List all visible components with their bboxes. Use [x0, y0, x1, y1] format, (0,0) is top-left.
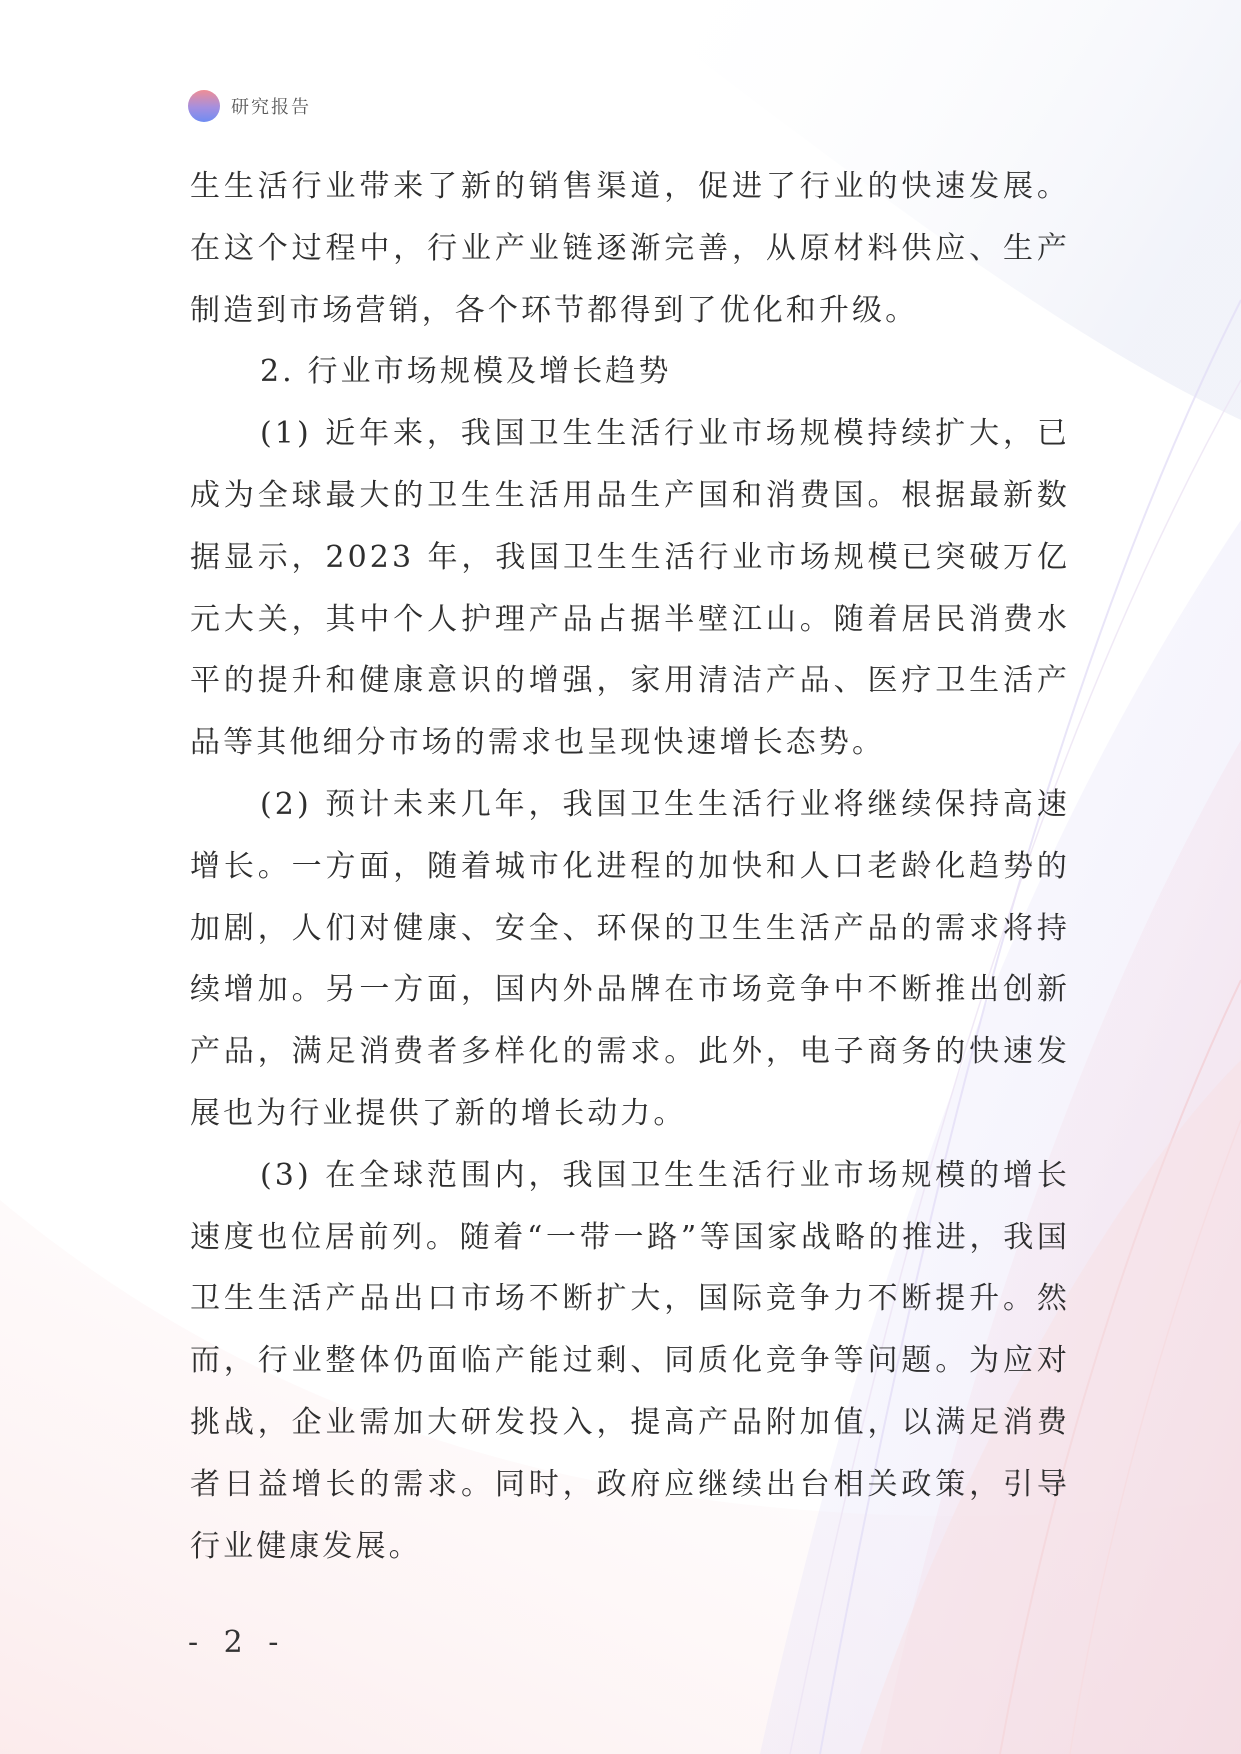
page-header: [188, 89, 311, 123]
page-number: - 2 -: [188, 1625, 287, 1660]
header-label: 研究报告: [231, 97, 311, 118]
paragraph-1: (1) 近年来，我国卫生生活行业市场规模持续扩大，已成为全球最大的卫生生活用品生产国和消费国。根据最新数据显示，2023 年，我国卫生生活行业市场规模已突破万亿元大关，其中个人护理产品占据半壁江山。随着居民消费水平的提升和健康意识的增强，家用清洁产品、医疗卫生活产品等其他细分市场的需求也呈现快速增长态势。: [190, 416, 1070, 761]
logo-circle-icon: [188, 90, 220, 122]
paragraph-3: (3) 在全球范围内，我国卫生生活行业市场规模的增长速度也位居前列。随着“一带一路”等国家战略的推进，我国卫生生活产品出口市场不断扩大，国际竞争力不断提升。然而，行业整体仍面临产能过剩、同质化竞争等问题。为应对挑战，企业需加大研发投入，提高产品附加值，以满足消费者日益增长的需求。同时，政府应继续出台相关政策，引导行业健康发展。: [190, 1157, 1070, 1564]
section-heading: 2. 行业市场规模及增长趋势: [260, 354, 672, 390]
paragraph-continuation: 生生活行业带来了新的销售渠道，促进了行业的快速发展。在这个过程中，行业产业链逐渐完善，从原材料供应、生产制造到市场营销，各个环节都得到了优化和升级。: [190, 169, 1070, 328]
paragraph-2: (2) 预计未来几年，我国卫生生活行业将继续保持高速增长。一方面，随着城市化进程的加快和人口老龄化趋势的加剧，人们对健康、安全、环保的卫生生活产品的需求将持续增加。另一方面，国内外品牌在市场竞争中不断推出创新产品，满足消费者多样化的需求。此外，电子商务的快速发展也为行业提供了新的增长动力。: [190, 786, 1070, 1131]
report-body: [190, 156, 1070, 1577]
